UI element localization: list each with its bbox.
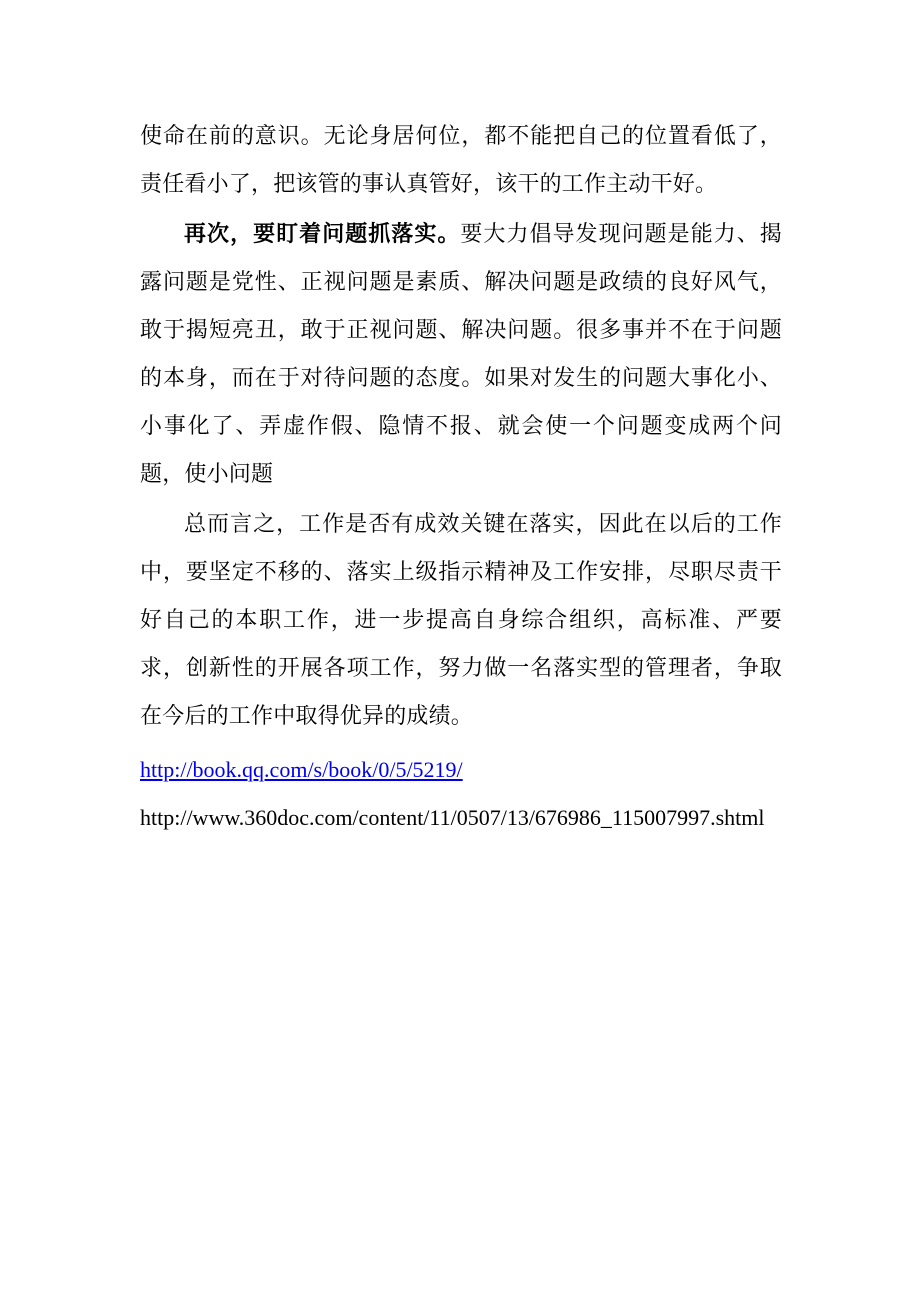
paragraph-continuation: 使命在前的意识。无论身居何位，都不能把自己的位置看低了，责任看小了，把该管的事认真管好，该干的工作主动干好。 <box>140 123 782 196</box>
doc360-url-text: http://www.360doc.com/content/11/0507/13/676986_115007997.shtml <box>140 805 765 830</box>
book-qq-hyperlink[interactable]: http://book.qq.com/s/book/0/5/5219/ <box>140 757 463 782</box>
paragraph-problems <box>140 210 782 498</box>
document-content <box>140 112 782 842</box>
paragraph-conclusion: 总而言之，工作是否有成效关键在落实，因此在以后的工作中，要坚定不移的、落实上级指示精神及工作安排，尽职尽责干好自己的本职工作，进一步提高自身综合组织，高标准、严要求，创新性的开展各项工作，努力做一名落实型的管理者，争取在今后的工作中取得优异的成绩。 <box>140 511 782 728</box>
hyperlink-line <box>140 746 782 794</box>
paragraph-problems-text: 要大力倡导发现问题是能力、揭露问题是党性、正视问题是素质、解决问题是政绩的良好风气，敢于揭短亮丑，敢于正视问题、解决问题。很多事并不在于问题的本身，而在于对待问题的态度。如果对发生的问题大事化小、小事化了、弄虚作假、隐情不报、就会使一个问题变成两个问题，使小问题 <box>140 221 782 486</box>
paragraph-bold-lead: 再次，要盯着问题抓落实。 <box>184 221 461 246</box>
plain-url-line <box>140 794 782 842</box>
